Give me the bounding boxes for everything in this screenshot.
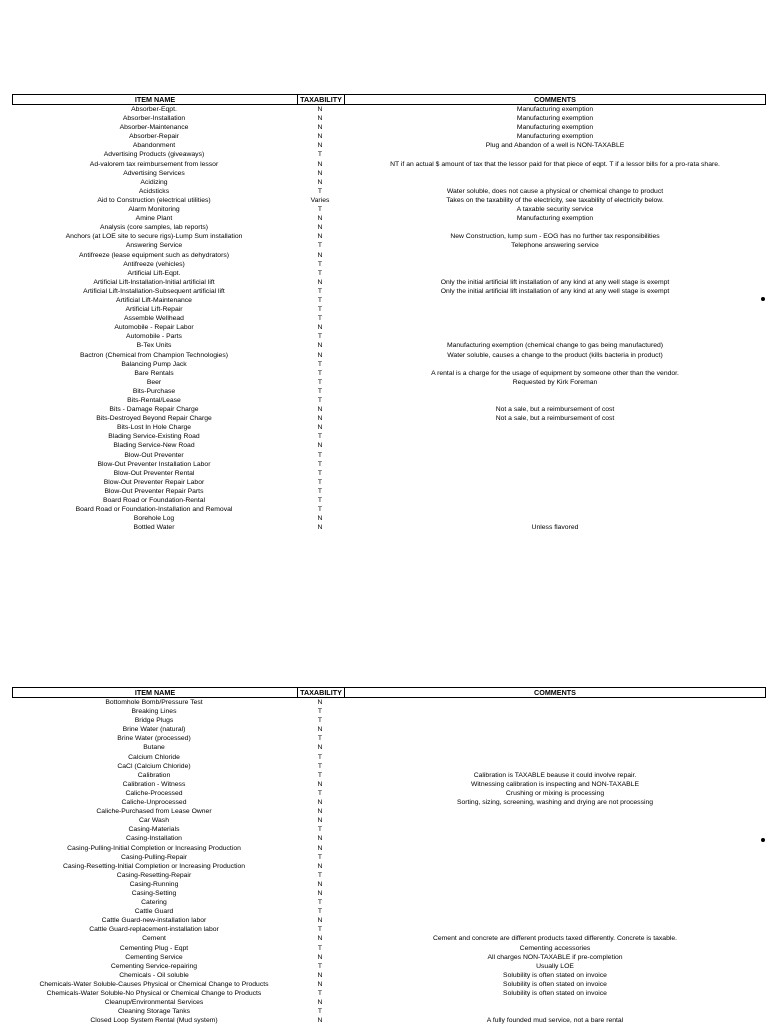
table-row <box>12 432 766 441</box>
item-name-cell: Advertising Products (giveaways) <box>103 151 205 159</box>
item-name-cell: Artificial Lift-Installation-Subsequent artificial lift <box>83 287 225 295</box>
item-name-cell: Bits-Destroyed Beyond Repair Charge <box>96 415 212 423</box>
table-row <box>12 223 766 232</box>
table-row <box>12 753 766 762</box>
taxability-cell: N <box>317 406 323 414</box>
table-page-2 <box>12 687 766 1025</box>
item-name-cell: Bits-Lost In Hole Charge <box>116 424 192 432</box>
item-name-cell: Automobile - Repair Labor <box>114 324 194 332</box>
taxability-cell: N <box>317 935 323 943</box>
item-name-cell: Absorber-Maintenance <box>119 124 189 132</box>
item-name-cell: Borehole Log <box>133 515 175 523</box>
table-header <box>12 94 766 105</box>
table-row <box>12 105 766 114</box>
item-name-cell: Analysis (core samples, lab reports) <box>99 224 209 232</box>
item-name-cell: Beer <box>146 378 162 386</box>
item-name-cell: Artificial Lift-Maintenance <box>116 296 192 304</box>
table-row <box>12 844 766 853</box>
taxability-header: TAXABILITY <box>297 95 345 104</box>
comment-cell: Telephone answering service <box>511 242 599 250</box>
taxability-cell: T <box>317 944 323 952</box>
taxability-cell: N <box>317 699 323 706</box>
table-row <box>12 387 766 396</box>
item-name-cell: Blading Service-Existing Road <box>108 433 200 441</box>
comment-cell: Manufacturing exemption <box>516 124 594 132</box>
item-name-cell: Butane <box>143 744 165 752</box>
comment-cell: Manufacturing exemption <box>516 115 594 123</box>
table-row <box>12 925 766 934</box>
table-page-1 <box>12 94 766 532</box>
comment-cell: A rental is a charge for the usage of equipment by someone other than the vendor. <box>431 369 679 377</box>
taxability-cell: T <box>317 260 323 268</box>
taxability-cell: T <box>317 433 323 441</box>
item-name-cell: Blow-Out Preventer Repair Labor <box>103 478 205 486</box>
comment-cell: Manufacturing exemption <box>516 106 594 113</box>
item-name-cell: Artificial Lift-Installation-Initial artificial lift <box>93 278 215 286</box>
item-name-cell: Bare Rentals <box>134 369 174 377</box>
item-name-cell: Bottomhole Bomb/Pressure Test <box>105 699 203 706</box>
table-header <box>12 687 766 698</box>
item-name-cell: Aid to Construction (electrical utilities) <box>97 196 211 204</box>
comment-cell: Sorting, sizing, screening, washing and drying are not processing <box>456 799 654 807</box>
taxability-cell: N <box>317 726 323 734</box>
taxability-cell: T <box>317 908 323 916</box>
item-name-cell: Brine Water (natural) <box>122 726 186 734</box>
taxability-cell: T <box>317 899 323 907</box>
item-name-cell: Casing-Installation <box>126 835 182 843</box>
taxability-cell: N <box>317 880 323 888</box>
taxability-cell: T <box>317 717 323 725</box>
table-row <box>12 871 766 880</box>
item-name-header: ITEM NAME <box>134 688 176 697</box>
table-row <box>12 469 766 478</box>
table-row <box>12 934 766 943</box>
taxability-cell: T <box>317 206 323 214</box>
comment-cell: Solubility is often stated on invoice <box>503 980 607 988</box>
taxability-cell: T <box>317 735 323 743</box>
comment-cell: A taxable security service <box>516 206 594 214</box>
table-row <box>12 707 766 716</box>
table-row <box>12 825 766 834</box>
table-row <box>12 514 766 523</box>
taxability-cell: N <box>317 342 323 350</box>
item-name-cell: Automobile - Parts <box>126 333 182 341</box>
comment-cell: Takes on the taxability of the electricity, see taxability of electricity below. <box>446 196 664 204</box>
item-name-cell: Car Wash <box>139 817 169 825</box>
table-row <box>12 487 766 496</box>
item-name-cell: Balancing Pump Jack <box>121 360 187 368</box>
item-name-cell: Antifreeze (lease equipment such as dehydrators) <box>79 251 229 259</box>
item-name-header: ITEM NAME <box>134 95 176 104</box>
table-row <box>12 523 766 532</box>
table-row <box>12 123 766 132</box>
taxability-cell: N <box>317 971 323 979</box>
taxability-cell: N <box>317 115 323 123</box>
comment-cell: Only the initial artificial lift installation of any kind at any well stage is exempt <box>440 278 670 286</box>
item-name-cell: Blow-Out Preventer <box>124 451 184 459</box>
comment-cell: Solubility is often stated on invoice <box>503 990 607 997</box>
taxability-cell: N <box>317 889 323 897</box>
taxability-cell: T <box>317 871 323 879</box>
comment-cell: Calibration is TAXABLE beause it could involve repair. <box>473 771 637 779</box>
taxability-cell: T <box>317 369 323 377</box>
table-row <box>12 405 766 414</box>
table-row <box>12 953 766 962</box>
comment-cell: Only the initial artificial lift installation of any kind at any well stage is exempt <box>440 287 670 295</box>
comment-cell: Usually LOE <box>536 962 574 970</box>
item-name-cell: Caliche-Unprocessed <box>121 799 187 807</box>
comment-cell: Plug and Abandon of a well is NON-TAXABLE <box>485 142 625 150</box>
item-name-cell: Anchors (at LOE site to secure rigs)-Lump Sum installation <box>65 233 243 241</box>
table-row <box>12 114 766 123</box>
table-row <box>12 414 766 423</box>
item-name-cell: Advertising Services <box>123 169 185 177</box>
taxability-cell: Varies <box>310 196 330 204</box>
item-name-cell: Breaking Lines <box>131 708 177 716</box>
taxability-cell: N <box>317 442 323 450</box>
table-row <box>12 816 766 825</box>
table-row <box>12 451 766 460</box>
item-name-cell: Casing-Running <box>129 880 179 888</box>
taxability-cell: T <box>317 296 323 304</box>
taxability-cell: T <box>317 451 323 459</box>
comment-cell: Unless flavored <box>531 524 579 532</box>
item-name-cell: Casing-Materials <box>128 826 180 834</box>
taxability-cell: T <box>317 771 323 779</box>
taxability-cell: T <box>317 151 323 159</box>
table-row <box>12 789 766 798</box>
comment-cell: Water soluble, does not cause a physical or chemical change to product <box>446 187 664 195</box>
item-name-cell: Bactron (Chemical from Champion Technologies) <box>80 351 228 359</box>
item-name-cell: Bits-Rental/Lease <box>127 397 181 404</box>
taxability-cell: T <box>317 387 323 395</box>
table-row <box>12 889 766 898</box>
table-row <box>12 314 766 323</box>
taxability-cell: T <box>317 242 323 250</box>
item-name-cell: Cattle Guard-replacement-installation labor <box>89 926 219 934</box>
comment-cell: Cement and concrete are different products taxed differently. Concrete is taxable. <box>432 935 678 943</box>
taxability-cell: N <box>317 780 323 788</box>
taxability-cell: T <box>317 460 323 468</box>
taxability-cell: N <box>317 799 323 807</box>
taxability-cell: N <box>317 251 323 259</box>
table-row <box>12 269 766 278</box>
table-row <box>12 762 766 771</box>
taxability-cell: T <box>317 315 323 323</box>
table-row <box>12 478 766 487</box>
taxability-cell: T <box>317 990 323 997</box>
comment-cell: A fully founded mud service, not a bare rental <box>486 1017 624 1025</box>
item-name-cell: Cementing Service-repairing <box>110 962 198 970</box>
item-name-cell: Cattle Guard <box>134 908 174 916</box>
taxability-cell: T <box>317 187 323 195</box>
item-name-cell: Cementing Service <box>125 953 183 961</box>
item-name-cell: Board Road or Foundation-Rental <box>102 497 206 505</box>
table-row <box>12 780 766 789</box>
item-name-cell: Absorber-Repair <box>129 133 179 141</box>
taxability-cell: T <box>317 378 323 386</box>
table-row <box>12 160 766 169</box>
table-row <box>12 396 766 405</box>
item-name-cell: Brine Water (processed) <box>117 735 191 743</box>
comment-cell: Manufacturing exemption (chemical change to gas being manufactured) <box>446 342 664 350</box>
taxability-cell: N <box>317 515 323 523</box>
table-row <box>12 834 766 843</box>
item-name-cell: Caliche-Processed <box>125 789 183 797</box>
taxability-cell: N <box>317 424 323 432</box>
table-row <box>12 907 766 916</box>
table-row <box>12 441 766 450</box>
taxability-cell: N <box>317 817 323 825</box>
taxability-cell: N <box>317 1017 323 1025</box>
taxability-cell: N <box>317 999 323 1007</box>
table-row <box>12 734 766 743</box>
item-name-cell: Amine Plant <box>135 215 173 223</box>
item-name-cell: Casing-Pulling-Initial Completion or Increasing Production <box>67 844 241 852</box>
item-name-cell: Cleaning Storage Tanks <box>117 1008 191 1016</box>
taxability-cell: N <box>317 953 323 961</box>
taxability-cell: N <box>317 844 323 852</box>
table-row <box>12 351 766 360</box>
item-name-cell: B-Tex Units <box>136 342 172 350</box>
table-row <box>12 423 766 432</box>
item-name-cell: Bits - Damage Repair Charge <box>109 406 199 414</box>
item-name-cell: Absorber-Eqpt. <box>131 106 177 113</box>
table-row <box>12 205 766 214</box>
item-name-cell: Board Road or Foundation-Installation and Removal <box>75 506 233 514</box>
taxability-cell: T <box>317 826 323 834</box>
taxability-cell: T <box>317 478 323 486</box>
item-name-cell: Closed Loop System Rental (Mud system) <box>90 1017 218 1025</box>
taxability-cell: N <box>317 835 323 843</box>
taxability-cell: N <box>317 233 323 241</box>
taxability-cell: T <box>317 789 323 797</box>
table-row <box>12 369 766 378</box>
table-row <box>12 232 766 241</box>
item-name-cell: Calcium Chloride <box>128 753 180 761</box>
item-name-cell: Cleanup/Environmental Services <box>104 999 204 1007</box>
taxability-cell: N <box>317 106 323 113</box>
comment-cell: Not a sale, but a reimbursement of cost <box>495 415 615 423</box>
taxability-cell: N <box>317 917 323 925</box>
item-name-cell: Ad-valorem tax reimbursement from lessor <box>89 160 219 168</box>
item-name-cell: Blading Service-New Road <box>113 442 195 450</box>
table-row <box>12 341 766 350</box>
taxability-cell: N <box>317 142 323 150</box>
table-row <box>12 880 766 889</box>
item-name-cell: CaCl (Calcium Chloride) <box>117 762 191 770</box>
taxability-cell: T <box>317 506 323 514</box>
item-name-cell: Chemicals-Water Soluble-Causes Physical or Chemical Change to Products <box>39 980 269 988</box>
table-row <box>12 141 766 150</box>
comment-cell: Solubility is often stated on invoice <box>503 971 607 979</box>
item-name-cell: Casing-Resetting-Initial Completion or Increasing Production <box>62 862 246 870</box>
comment-cell: Manufacturing exemption <box>516 215 594 223</box>
table-body <box>12 105 766 532</box>
comment-cell: Cementing accessories <box>519 944 591 952</box>
taxability-cell: N <box>317 862 323 870</box>
taxability-cell: T <box>317 333 323 341</box>
taxability-cell: T <box>317 360 323 368</box>
item-name-cell: Acidsticks <box>138 187 170 195</box>
table-row <box>12 698 766 707</box>
taxability-cell: T <box>317 397 323 404</box>
taxability-cell: T <box>317 287 323 295</box>
item-name-cell: Assemble Wellhead <box>124 315 184 323</box>
taxability-cell: N <box>317 524 323 532</box>
table-row <box>12 998 766 1007</box>
comment-cell: Witnessing calibration is inspecting and NON-TAXABLE <box>471 780 639 788</box>
taxability-cell: T <box>317 926 323 934</box>
comment-cell: Not a sale, but a reimbursement of cost <box>495 406 615 414</box>
taxability-cell: T <box>317 306 323 314</box>
table-row <box>12 305 766 314</box>
taxability-cell: T <box>317 853 323 861</box>
taxability-cell: N <box>317 178 323 186</box>
comments-header: COMMENTS <box>534 95 576 104</box>
table-row <box>12 1007 766 1016</box>
item-name-cell: Blow-Out Preventer Installation Labor <box>97 460 211 468</box>
table-row <box>12 853 766 862</box>
table-row <box>12 378 766 387</box>
taxability-cell: T <box>317 708 323 716</box>
table-row <box>12 898 766 907</box>
item-name-cell: Answering Service <box>125 242 183 250</box>
item-name-cell: Calibration - Witness <box>122 780 186 788</box>
item-name-cell: Absorber-Installation <box>122 115 186 123</box>
item-name-cell: Chemicals-Water Soluble-No Physical or Chemical Change to Products <box>46 990 262 997</box>
taxability-cell: N <box>317 124 323 132</box>
taxability-cell: N <box>317 278 323 286</box>
item-name-cell: Blow-Out Preventer Rental <box>113 469 195 477</box>
taxability-cell: N <box>317 808 323 816</box>
item-name-cell: Cement <box>142 935 166 943</box>
table-row <box>12 771 766 780</box>
table-row <box>12 132 766 141</box>
taxability-cell: N <box>317 224 323 232</box>
item-name-cell: Acidizing <box>140 178 168 186</box>
table-row <box>12 287 766 296</box>
comment-cell: Requested by Kirk Foreman <box>512 378 598 386</box>
table-row <box>12 332 766 341</box>
taxability-cell: T <box>317 1008 323 1016</box>
item-name-cell: Casing-Pulling-Repair <box>120 853 188 861</box>
taxability-cell: T <box>317 753 323 761</box>
item-name-cell: Cementing Plug - Eqpt <box>119 944 189 952</box>
comment-cell: New Construction, lump sum - EOG has no further tax responsibilities <box>450 233 660 241</box>
table-row <box>12 323 766 332</box>
table-row <box>12 196 766 205</box>
table-row <box>12 496 766 505</box>
item-name-cell: Chemicals - Oil soluble <box>119 971 189 979</box>
table-row <box>12 798 766 807</box>
table-row <box>12 178 766 187</box>
table-row <box>12 743 766 752</box>
table-row <box>12 807 766 816</box>
comment-cell: Manufacturing exemption <box>516 133 594 141</box>
table-row <box>12 725 766 734</box>
taxability-cell: N <box>317 415 323 423</box>
table-row <box>12 241 766 250</box>
taxability-cell: T <box>317 497 323 505</box>
item-name-cell: Caliche-Purchased from Lease Owner <box>96 808 212 816</box>
table-row <box>12 716 766 725</box>
table-row <box>12 916 766 925</box>
taxability-cell: N <box>317 980 323 988</box>
table-row <box>12 505 766 514</box>
item-name-cell: Catering <box>141 899 167 907</box>
item-name-cell: Casing-Setting <box>131 889 177 897</box>
table-row <box>12 150 766 159</box>
table-row <box>12 260 766 269</box>
taxability-cell: N <box>317 324 323 332</box>
item-name-cell: Alarm Monitoring <box>128 206 180 214</box>
table-row <box>12 169 766 178</box>
item-name-cell: Artificial Lift-Eqpt. <box>127 269 181 277</box>
item-name-cell: Bridge Plugs <box>134 717 174 725</box>
comments-header: COMMENTS <box>534 688 576 697</box>
table-row <box>12 962 766 971</box>
table-row <box>12 214 766 223</box>
table-row <box>12 278 766 287</box>
taxability-cell: N <box>317 160 323 168</box>
item-name-cell: Bits-Purchase <box>132 387 176 395</box>
taxability-cell: N <box>317 744 323 752</box>
item-name-cell: Artificial Lift-Repair <box>125 306 183 314</box>
table-row <box>12 980 766 989</box>
item-name-cell: Antifreeze (vehicles) <box>123 260 185 268</box>
table-row <box>12 862 766 871</box>
taxability-cell: T <box>317 469 323 477</box>
taxability-cell: T <box>317 762 323 770</box>
table-row <box>12 971 766 980</box>
margin-dot <box>761 838 765 842</box>
comment-cell: Water soluble, causes a change to the product (kills bacteria in product) <box>447 351 663 359</box>
margin-dot <box>761 297 765 301</box>
comment-cell: Crushing or mixing is processing <box>505 789 605 797</box>
item-name-cell: Abandonment <box>132 142 176 150</box>
taxability-cell: N <box>317 169 323 177</box>
taxability-cell: T <box>317 269 323 277</box>
table-row <box>12 989 766 998</box>
table-body <box>12 698 766 1025</box>
taxability-cell: T <box>317 487 323 495</box>
table-row <box>12 251 766 260</box>
taxability-header: TAXABILITY <box>297 688 345 697</box>
item-name-cell: Casing-Resetting-Repair <box>116 871 192 879</box>
item-name-cell: Calibration <box>137 771 171 779</box>
comment-cell: All charges NON-TAXABLE if pre-completion <box>487 953 623 961</box>
taxability-cell: N <box>317 351 323 359</box>
table-row <box>12 460 766 469</box>
taxability-cell: N <box>317 133 323 141</box>
item-name-cell: Blow-Out Preventer Repair Parts <box>104 487 204 495</box>
comment-cell: NT if an actual $ amount of tax that the lessor paid for that piece of eqpt. T if a lessor bills for a pro-rata share. <box>390 160 720 168</box>
table-row <box>12 296 766 305</box>
taxability-cell: T <box>317 962 323 970</box>
taxability-cell: N <box>317 215 323 223</box>
item-name-cell: Cattle Guard-new-installation labor <box>101 917 207 925</box>
table-row <box>12 187 766 196</box>
item-name-cell: Bottled Water <box>133 524 175 532</box>
table-row <box>12 944 766 953</box>
table-row <box>12 360 766 369</box>
